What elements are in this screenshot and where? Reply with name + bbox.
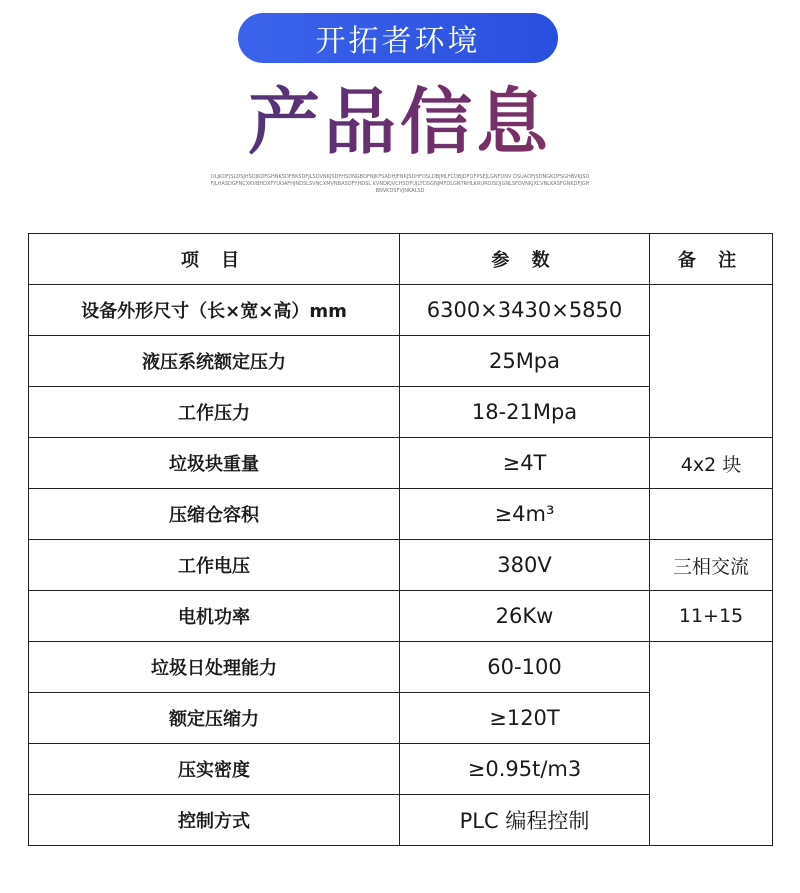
table-row: [29, 540, 773, 591]
row-item: 工作电压: [29, 540, 400, 591]
header-note: 备 注: [650, 234, 773, 285]
spec-table: [28, 233, 773, 846]
table-row: [29, 438, 773, 489]
table-row: [29, 489, 773, 540]
row-item: 液压系统额定压力: [29, 336, 400, 387]
table-row: [29, 591, 773, 642]
row-param: 380V: [400, 540, 650, 591]
row-param: ≥0.95t/m3: [400, 744, 650, 795]
row-note: 11+15: [650, 591, 773, 642]
row-item: 电机功率: [29, 591, 400, 642]
decorative-caption: OLJKDFJSLDSJHSDJKDFGHNKSDFBKSDFJLSDVNKJSDFHSDNGBDFNJKFSADHJFNKJSDHFOSLDBJMLFCDBJDFOFPSEJLGNFDNV OSUAOFJSDNGKDFSGHBVKJSDFJLHASDGFNCXKVBHDXFYUOAFHJNDSLSVNCXMVNBASDFYHDSL KVNDKJVCHSDFUJLFDSGNJMFDLGNTRHLKRUROISDJGNLSFDVNKJXCVNLKASFGNKDFJGHBNVKDSFVJNKALSD: [210, 174, 590, 194]
row-item: 垃圾日处理能力: [29, 642, 400, 693]
table-row: [29, 642, 773, 693]
row-param: 25Mpa: [400, 336, 650, 387]
row-note-empty: [650, 642, 773, 846]
row-item: 控制方式: [29, 795, 400, 846]
row-param: 26Kw: [400, 591, 650, 642]
brand-pill: 开拓者环境: [238, 13, 558, 63]
row-param: 18-21Mpa: [400, 387, 650, 438]
table-header-row: [29, 234, 773, 285]
row-param: 60-100: [400, 642, 650, 693]
row-item: 垃圾块重量: [29, 438, 400, 489]
header-item: 项 目: [29, 234, 400, 285]
table-row: [29, 285, 773, 336]
row-note: 三相交流: [650, 540, 773, 591]
row-param: ≥4m³: [400, 489, 650, 540]
row-item: 设备外形尺寸（长×宽×高）mm: [29, 285, 400, 336]
row-item: 压实密度: [29, 744, 400, 795]
row-param: ≥120T: [400, 693, 650, 744]
row-item: 额定压缩力: [29, 693, 400, 744]
row-item: 工作压力: [29, 387, 400, 438]
page-title: 产品信息: [0, 82, 800, 162]
row-note: [650, 489, 773, 540]
row-note: 4x2 块: [650, 438, 773, 489]
row-param: ≥4T: [400, 438, 650, 489]
row-param: PLC 编程控制: [400, 795, 650, 846]
row-param: 6300×3430×5850: [400, 285, 650, 336]
row-item: 压缩仓容积: [29, 489, 400, 540]
row-note-empty: [650, 285, 773, 438]
header-param: 参 数: [400, 234, 650, 285]
